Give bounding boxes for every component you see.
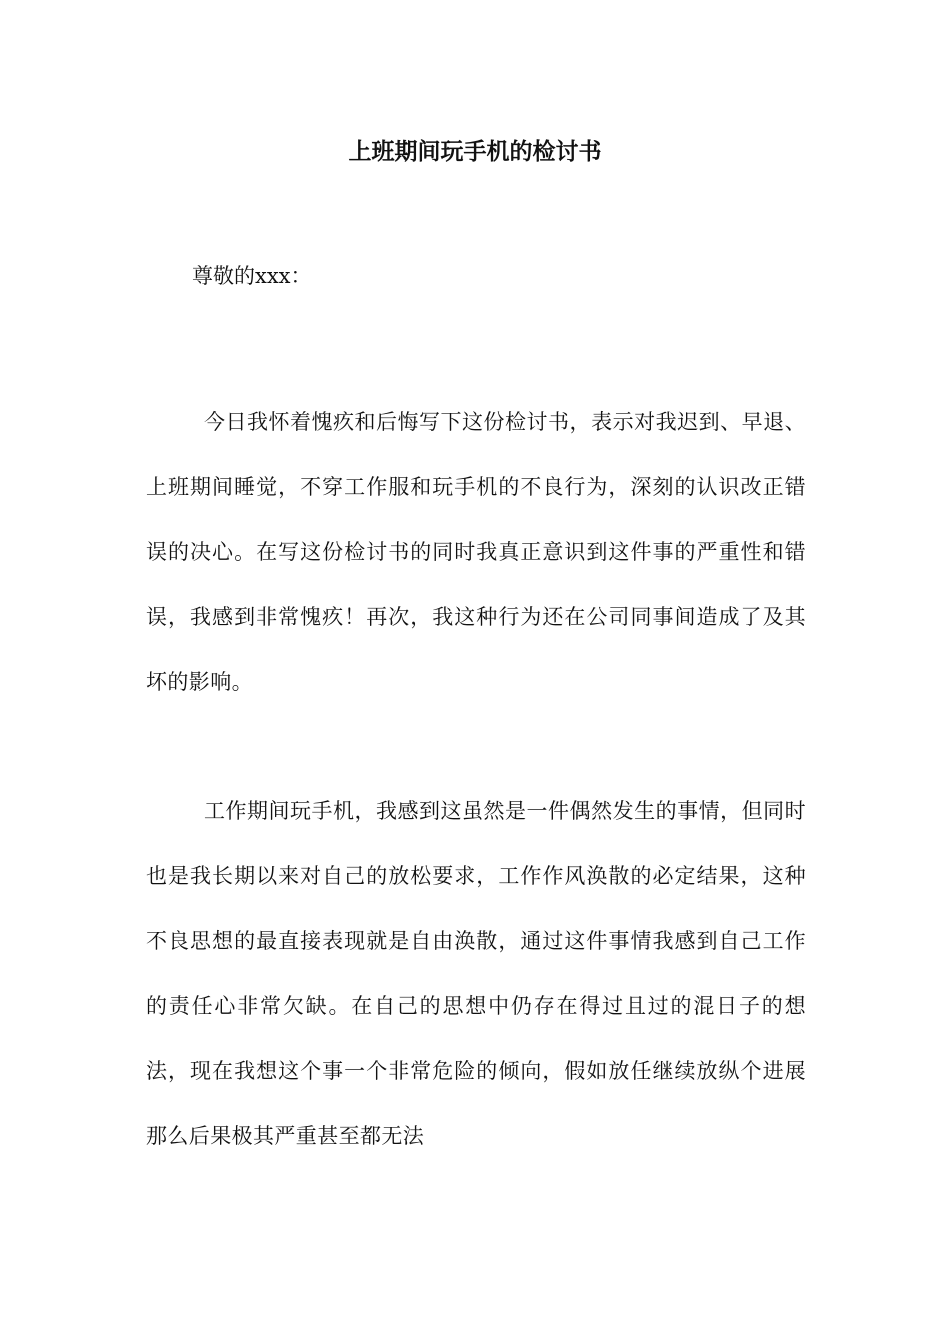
document-title: 上班期间玩手机的检讨书	[348, 139, 602, 165]
body-paragraph-2: 工作期间玩手机，我感到这虽然是一件偶然发生的事情，但同时也是我长期以来对自己的放松要求，工作作风涣散的必定结果，这种不良思想的最直接表现就是自由涣散，通过这件事情我感到自己工作的责任心非常欠缺。在自己的思想中仍存在得过且过的混日子的想法，现在我想这个事一个非常危险的倾向，假如放任继续放纵个进展那么后果极其严重甚至都无法	[146, 799, 806, 1148]
salutation: 尊敬的xxx：	[192, 264, 312, 288]
body-paragraph-1: 今日我怀着愧疚和后悔写下这份检讨书，表示对我迟到、早退、上班期间睡觉，不穿工作服和玩手机的不良行为，深刻的认识改正错误的决心。在写这份检讨书的同时我真正意识到这件事的严重性和错误，我感到非常愧疚！再次，我这种行为还在公司同事间造成了及其坏的影响。	[146, 410, 806, 694]
